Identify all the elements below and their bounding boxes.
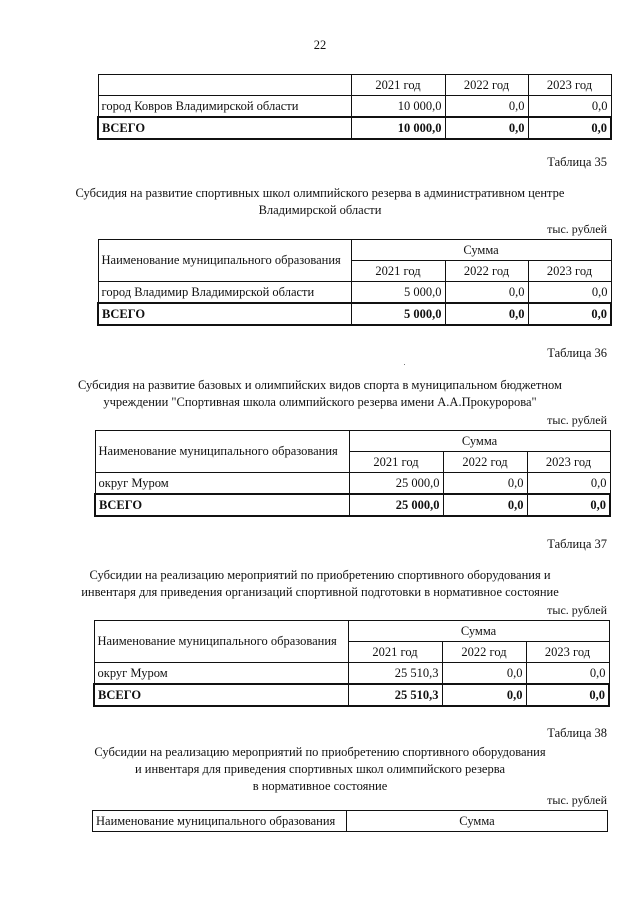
header-year-2023: 2023 год <box>528 75 611 96</box>
municipality-name: округ Муром <box>94 663 348 685</box>
table-header-row <box>94 621 609 642</box>
header-year-2021: 2021 год <box>351 261 445 282</box>
scan-speck <box>404 364 405 365</box>
header-year-2023: 2023 год <box>528 261 611 282</box>
table-36-title-line-2: учреждении "Спортивная школа олимпийского резерва имени А.А.Прокуророва" <box>103 395 537 409</box>
header-year-2022: 2022 год <box>445 75 528 96</box>
total-2022: 0,0 <box>443 494 527 516</box>
header-sum: Сумма <box>351 240 611 261</box>
header-year-2023: 2023 год <box>527 452 610 473</box>
total-label: ВСЕГО <box>95 494 349 516</box>
table-35-title-line-1: Субсидия на развитие спортивных школ олимпийского резерва в административном центре <box>75 186 565 200</box>
total-2023: 0,0 <box>526 684 609 706</box>
total-label: ВСЕГО <box>98 117 351 139</box>
page-number: 22 <box>313 38 327 52</box>
table-36-title-line-1: Субсидия на развитие базовых и олимпийских видов спорта в муниципальном бюджетном <box>78 378 562 392</box>
table-38-title-line-3: в нормативное состояние <box>252 779 388 793</box>
total-row <box>95 494 610 516</box>
header-municipality: Наименование муниципального образования <box>98 240 351 282</box>
header-sum: Сумма <box>349 431 610 452</box>
header-year-2022: 2022 год <box>443 452 527 473</box>
table-37-title <box>70 567 570 601</box>
table-header-row <box>93 811 608 832</box>
table-continued <box>97 74 612 140</box>
table-36 <box>94 430 611 517</box>
header-year-2021: 2021 год <box>351 75 445 96</box>
table-37-label: Таблица 37 <box>547 537 607 551</box>
table-row <box>94 663 609 685</box>
header-municipality: Наименование муниципального образования <box>94 621 348 663</box>
table-38-title-line-2: и инвентаря для приведения спортивных школ олимпийского резерва <box>134 762 505 776</box>
table-35-units: тыс. рублей <box>547 222 607 236</box>
total-2023: 0,0 <box>528 303 611 325</box>
table-38-title-line-1: Субсидии на реализацию мероприятий по приобретению спортивного оборудования <box>94 745 546 759</box>
table-row <box>98 282 611 304</box>
value-2023: 0,0 <box>528 96 611 118</box>
table-header-row <box>98 75 611 96</box>
header-empty-cell <box>98 75 351 96</box>
table-header-row <box>98 240 611 261</box>
municipality-name: город Владимир Владимирской области <box>98 282 351 304</box>
header-year-2023: 2023 год <box>526 642 609 663</box>
total-row <box>98 117 611 139</box>
header-year-2021: 2021 год <box>348 642 442 663</box>
municipality-name: город Ковров Владимирской области <box>98 96 351 118</box>
total-label: ВСЕГО <box>98 303 351 325</box>
table-38-label: Таблица 38 <box>547 726 607 740</box>
value-2021: 10 000,0 <box>351 96 445 118</box>
value-2022: 0,0 <box>442 663 526 685</box>
table-36-title <box>70 377 570 411</box>
table-row <box>95 473 610 495</box>
table-38-units: тыс. рублей <box>547 793 607 807</box>
table-36-label: Таблица 36 <box>547 346 607 360</box>
value-2022: 0,0 <box>443 473 527 495</box>
table-header-row <box>95 431 610 452</box>
header-year-2022: 2022 год <box>442 642 526 663</box>
header-municipality: Наименование муниципального образования <box>93 811 347 832</box>
table-36-units: тыс. рублей <box>547 413 607 427</box>
total-2021: 25 000,0 <box>349 494 443 516</box>
value-2022: 0,0 <box>445 282 528 304</box>
total-2022: 0,0 <box>442 684 526 706</box>
header-sum: Сумма <box>348 621 609 642</box>
header-municipality: Наименование муниципального образования <box>95 431 349 473</box>
header-year-2021: 2021 год <box>349 452 443 473</box>
table-row <box>98 96 611 118</box>
header-sum: Сумма <box>347 811 608 832</box>
table-35 <box>97 239 612 326</box>
total-2022: 0,0 <box>445 303 528 325</box>
municipality-name: округ Муром <box>95 473 349 495</box>
total-2021: 10 000,0 <box>351 117 445 139</box>
total-2023: 0,0 <box>527 494 610 516</box>
total-row <box>98 303 611 325</box>
total-label: ВСЕГО <box>94 684 348 706</box>
table-37-title-line-1: Субсидии на реализацию мероприятий по приобретению спортивного оборудования и <box>89 568 551 582</box>
value-2021: 25 000,0 <box>349 473 443 495</box>
header-year-2022: 2022 год <box>445 261 528 282</box>
value-2021: 25 510,3 <box>348 663 442 685</box>
value-2023: 0,0 <box>526 663 609 685</box>
table-37-title-line-2: инвентаря для приведения организаций спортивной подготовки в нормативное состояние <box>81 585 559 599</box>
total-2023: 0,0 <box>528 117 611 139</box>
table-38-title <box>70 744 570 795</box>
table-35-label: Таблица 35 <box>547 155 607 169</box>
value-2023: 0,0 <box>528 282 611 304</box>
value-2023: 0,0 <box>527 473 610 495</box>
table-35-title <box>70 185 570 219</box>
total-2022: 0,0 <box>445 117 528 139</box>
total-row <box>94 684 609 706</box>
table-37-units: тыс. рублей <box>547 603 607 617</box>
table-35-title-line-2: Владимирской области <box>258 203 382 217</box>
table-37 <box>93 620 610 707</box>
value-2022: 0,0 <box>445 96 528 118</box>
table-38 <box>92 810 608 832</box>
total-2021: 25 510,3 <box>348 684 442 706</box>
value-2021: 5 000,0 <box>351 282 445 304</box>
total-2021: 5 000,0 <box>351 303 445 325</box>
